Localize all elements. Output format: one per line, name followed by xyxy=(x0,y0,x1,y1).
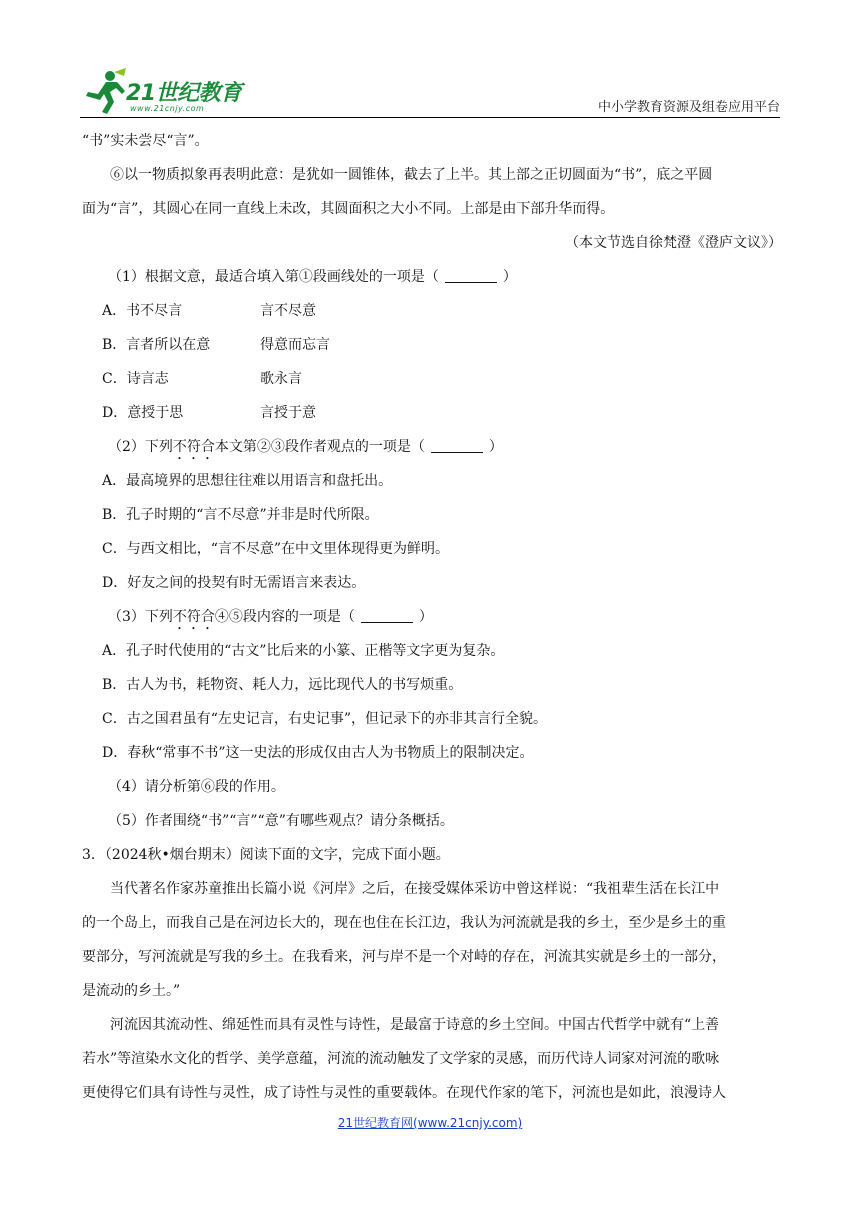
q3-option-b[interactable]: B．古人为书，耗物资、耗人力，远比现代人的书写烦重。 xyxy=(102,677,463,693)
document-body xyxy=(82,124,782,1110)
question-2-stem: （2）下列不符合本文第②③段作者观点的一项是（ ） xyxy=(108,439,503,455)
page-header xyxy=(80,64,780,118)
q1-option-d[interactable]: D．意授于思 言授于意 xyxy=(102,405,316,421)
q3-option-c[interactable]: C．古之国君虽有“左史记言，右史记事”，但记录下的亦非其言行全貌。 xyxy=(102,711,548,727)
logo-url: www.21cnjy.com xyxy=(130,104,205,113)
paragraph-6-line-2: 面为“言”，其圆心在同一直线上未改，其圆面积之大小不同。上部是由下部升华而得。 xyxy=(82,201,615,217)
header-divider xyxy=(80,117,780,118)
emphasis-marked-text: 不符合 xyxy=(172,609,215,625)
q2-option-b[interactable]: B．孔子时期的“言不尽意”并非是时代所限。 xyxy=(102,507,379,523)
q1-option-b[interactable]: B．言者所以在意 得意而忘言 xyxy=(102,337,330,353)
question-4: （4）请分析第⑥段的作用。 xyxy=(108,779,285,795)
q1-option-c[interactable]: C．诗言志 歌永言 xyxy=(102,371,302,387)
source-citation: （本文节选自徐梵澄《澄庐文议》） xyxy=(565,235,782,251)
item-3-para2-line-1: 河流因其流动性、绵延性而具有灵性与诗性，是最富于诗意的乡土空间。中国古代哲学中就有“上善 xyxy=(110,1017,720,1033)
question-1-stem: （1）根据文意，最适合填入第①段画线处的一项是（ ） xyxy=(108,269,517,285)
item-3-para2-line-2: 若水”等渲染水文化的哲学、美学意蕴，河流的流动触发了文学家的灵感，而历代诗人词家对河流的歌咏 xyxy=(82,1051,720,1067)
answer-blank[interactable] xyxy=(361,608,413,623)
item-3-para1-line-4: 是流动的乡土。” xyxy=(82,983,181,999)
item-3-para1-line-1: 当代著名作家苏童推出长篇小说《河岸》之后，在接受媒体采访中曾这样说：“我祖辈生活在长江中 xyxy=(110,881,720,897)
item-3-para1-line-3: 要部分，写河流就是写我的乡土。在我看来，河与岸不是一个对峙的存在，河流其实就是乡土的一部分， xyxy=(82,949,726,965)
question-5: （5）作者围绕“书”“言”“意”有哪些观点？请分条概括。 xyxy=(108,813,454,829)
footer-link[interactable]: 21世纪教育网(www.21cnjy.com) xyxy=(337,1116,523,1130)
emphasis-marked-text: 不符合 xyxy=(172,439,215,455)
q3-option-a[interactable]: A．孔子时代使用的“古文”比后来的小篆、正楷等文字更为复杂。 xyxy=(102,643,505,659)
runner-icon xyxy=(80,68,128,116)
passage-continuation: “书”实未尝尽“言”。 xyxy=(82,133,209,149)
q3-option-d[interactable]: D．春秋“常事不书”这一史法的形成仅由古人为书物质上的限制决定。 xyxy=(102,745,534,761)
item-3-para2-line-3: 更使得它们具有诗性与灵性，成了诗性与灵性的重要载体。在现代作家的笔下，河流也是如此，浪漫诗人 xyxy=(82,1085,726,1101)
item-3-para1-line-2: 的一个岛上，而我自己是在河边长大的，现在也住在长江边，我认为河流就是我的乡土，至少是乡土的重 xyxy=(82,915,726,931)
answer-blank[interactable] xyxy=(445,268,497,283)
paragraph-6-line-1: ⑥以一物质拟象再表明此意：是犹如一圆锥体，截去了上半。其上部之正切圆面为“书”，底之平圆 xyxy=(110,167,713,183)
q2-option-d[interactable]: D．好友之间的投契有时无需语言来表达。 xyxy=(102,575,366,591)
q1-option-a[interactable]: A．书不尽言 言不尽意 xyxy=(102,303,316,319)
question-3-stem: （3）下列不符合④⑤段内容的一项是（ ） xyxy=(108,609,433,625)
logo-wordmark: 21世纪教育 xyxy=(126,81,242,106)
answer-blank[interactable] xyxy=(431,438,483,453)
item-3-stem: 3．（2024秋•烟台期末）阅读下面的文字，完成下面小题。 xyxy=(82,847,450,863)
q2-option-c[interactable]: C．与西文相比，“言不尽意”在中文里体现得更为鲜明。 xyxy=(102,541,450,557)
q2-option-a[interactable]: A．最高境界的思想往往难以用语言和盘托出。 xyxy=(102,473,393,489)
site-logo xyxy=(80,68,250,116)
header-tagline: 中小学教育资源及组卷应用平台 xyxy=(597,100,780,115)
